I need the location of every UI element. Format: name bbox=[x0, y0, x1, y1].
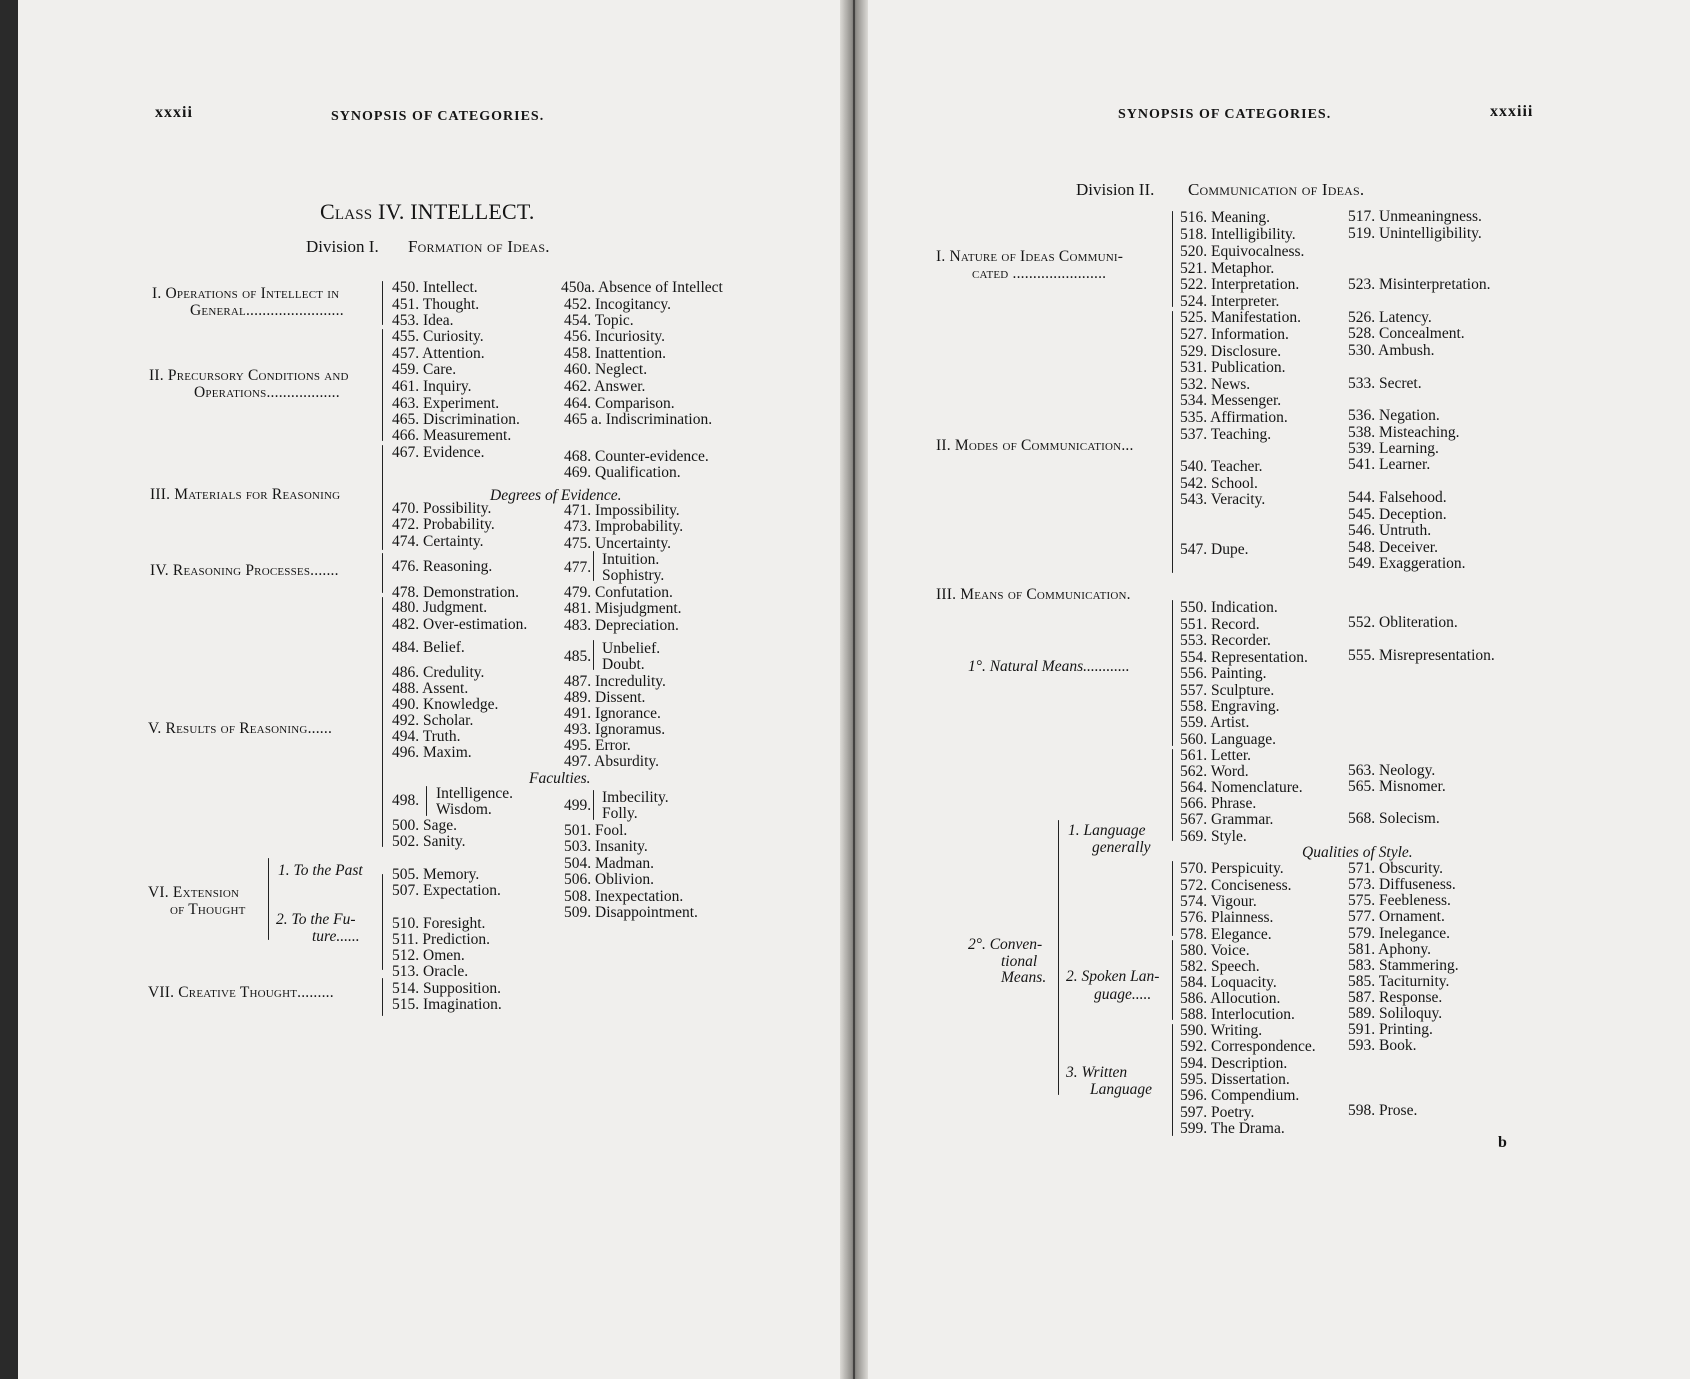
category-entry: 538. Misteaching. bbox=[1348, 424, 1460, 441]
category-entry: 531. Publication. bbox=[1180, 359, 1286, 376]
category-entry: 583. Stammering. bbox=[1348, 957, 1459, 974]
category-entry: 543. Veracity. bbox=[1180, 491, 1266, 508]
category-entry: 560. Language. bbox=[1180, 731, 1276, 748]
category-entry: 526. Latency. bbox=[1348, 309, 1432, 326]
category-entry: 484. Belief. bbox=[392, 639, 465, 656]
category-entry: 527. Information. bbox=[1180, 326, 1289, 343]
category-entry: 475. Uncertainty. bbox=[564, 535, 672, 552]
brace bbox=[593, 640, 594, 670]
category-entry: 453. Idea. bbox=[392, 312, 454, 329]
group-label: guage..... bbox=[1094, 986, 1152, 1003]
brace bbox=[1172, 600, 1173, 746]
left-page bbox=[18, 0, 840, 1379]
category-entry: 597. Poetry. bbox=[1180, 1104, 1255, 1121]
group-label: 1. To the Past bbox=[278, 862, 363, 879]
category-entry: 478. Demonstration. bbox=[392, 584, 519, 601]
brace bbox=[382, 978, 383, 1016]
running-header: SYNOPSIS OF CATEGORIES. bbox=[331, 109, 545, 124]
category-entry: 525. Manifestation. bbox=[1180, 309, 1301, 326]
group-label: 1. Language bbox=[1068, 822, 1146, 839]
category-entry: 495. Error. bbox=[564, 737, 631, 754]
category-entry: 470. Possibility. bbox=[392, 500, 492, 517]
category-entry: 548. Deceiver. bbox=[1348, 539, 1438, 556]
category-entry: Wisdom. bbox=[436, 801, 492, 818]
category-entry: 506. Oblivion. bbox=[564, 871, 654, 888]
category-entry: 471. Impossibility. bbox=[564, 502, 680, 519]
category-entry: 490. Knowledge. bbox=[392, 696, 499, 713]
book-gutter bbox=[840, 0, 868, 1379]
group-label: I. Operations of Intellect in bbox=[152, 285, 340, 302]
category-entry: 522. Interpretation. bbox=[1180, 276, 1300, 293]
category-entry: 575. Feebleness. bbox=[1348, 892, 1451, 909]
category-entry: 523. Misinterpretation. bbox=[1348, 276, 1491, 293]
category-entry: 553. Recorder. bbox=[1180, 632, 1271, 649]
category-entry: 552. Obliteration. bbox=[1348, 614, 1458, 631]
category-entry: 476. Reasoning. bbox=[392, 558, 493, 575]
brace bbox=[1172, 1024, 1173, 1136]
category-entry: Folly. bbox=[602, 805, 638, 822]
category-entry: 465. Discrimination. bbox=[392, 411, 520, 428]
category-entry: 591. Printing. bbox=[1348, 1021, 1433, 1038]
category-entry: 469. Qualification. bbox=[564, 464, 681, 481]
category-entry: 474. Certainty. bbox=[392, 533, 484, 550]
group-label: cated ....................... bbox=[972, 265, 1107, 282]
category-entry: 572. Conciseness. bbox=[1180, 877, 1292, 894]
category-entry: 576. Plainness. bbox=[1180, 909, 1274, 926]
brace bbox=[1172, 861, 1173, 936]
category-entry: 596. Compendium. bbox=[1180, 1087, 1300, 1104]
brace bbox=[593, 551, 594, 581]
group-label: VI. Extension bbox=[148, 884, 240, 901]
category-entry: 456. Incuriosity. bbox=[564, 328, 666, 345]
category-entry: 486. Credulity. bbox=[392, 664, 485, 681]
category-entry: 578. Elegance. bbox=[1180, 926, 1272, 943]
group-label: III. Materials for Reasoning bbox=[150, 486, 341, 503]
category-entry: 461. Inquiry. bbox=[392, 378, 472, 395]
category-entry: 595. Dissertation. bbox=[1180, 1071, 1290, 1088]
brace bbox=[268, 858, 269, 940]
category-entry: 460. Neglect. bbox=[564, 361, 648, 378]
category-entry: 487. Incredulity. bbox=[564, 673, 666, 690]
category-entry: 505. Memory. bbox=[392, 866, 480, 883]
category-entry: 515. Imagination. bbox=[392, 996, 502, 1013]
division-title: Formation of Ideas. bbox=[408, 237, 550, 256]
category-entry: 503. Insanity. bbox=[564, 838, 648, 855]
category-entry: 556. Painting. bbox=[1180, 665, 1267, 682]
category-entry: 489. Dissent. bbox=[564, 689, 646, 706]
category-entry: 481. Misjudgment. bbox=[564, 600, 682, 617]
category-entry: 450a. Absence of Intellect bbox=[561, 279, 723, 296]
category-entry: 537. Teaching. bbox=[1180, 426, 1272, 443]
category-entry: 599. The Drama. bbox=[1180, 1120, 1285, 1137]
category-entry: 494. Truth. bbox=[392, 728, 461, 745]
category-entry: 567. Grammar. bbox=[1180, 811, 1274, 828]
group-label: 2. To the Fu- bbox=[276, 911, 356, 928]
brace bbox=[1172, 311, 1173, 573]
right-page bbox=[868, 0, 1690, 1379]
brace bbox=[593, 790, 594, 820]
category-entry: 584. Loquacity. bbox=[1180, 974, 1277, 991]
category-entry: 551. Record. bbox=[1180, 616, 1260, 633]
category-entry: 557. Sculpture. bbox=[1180, 682, 1275, 699]
category-entry: 498. bbox=[392, 792, 420, 809]
brace bbox=[382, 445, 383, 550]
category-entry: 451. Thought. bbox=[392, 296, 480, 313]
category-entry: 496. Maxim. bbox=[392, 744, 472, 761]
category-entry: 473. Improbability. bbox=[564, 518, 684, 535]
category-entry: 581. Aphony. bbox=[1348, 941, 1431, 958]
category-entry: 513. Oracle. bbox=[392, 963, 469, 980]
category-entry: 540. Teacher. bbox=[1180, 458, 1263, 475]
category-entry: 589. Soliloquy. bbox=[1348, 1005, 1443, 1022]
category-entry: 454. Topic. bbox=[564, 312, 634, 329]
category-entry: 483. Depreciation. bbox=[564, 617, 679, 634]
category-entry: 519. Unintelligibility. bbox=[1348, 225, 1482, 242]
category-entry: 485. bbox=[564, 648, 592, 665]
category-entry: Intuition. bbox=[602, 551, 660, 568]
category-entry: 516. Meaning. bbox=[1180, 209, 1270, 226]
category-entry: 590. Writing. bbox=[1180, 1022, 1263, 1039]
category-entry: 563. Neology. bbox=[1348, 762, 1436, 779]
category-entry: Doubt. bbox=[602, 656, 645, 673]
category-entry: 530. Ambush. bbox=[1348, 342, 1435, 359]
category-entry: 480. Judgment. bbox=[392, 599, 488, 616]
category-entry: 588. Interlocution. bbox=[1180, 1006, 1295, 1023]
category-entry: 511. Prediction. bbox=[392, 931, 491, 948]
group-label: II. Precursory Conditions and bbox=[149, 367, 349, 384]
category-entry: 574. Vigour. bbox=[1180, 893, 1257, 910]
group-label: 1°. Natural Means............ bbox=[968, 658, 1130, 675]
group-label: II. Modes of Communication... bbox=[936, 437, 1134, 454]
category-entry: 547. Dupe. bbox=[1180, 541, 1249, 558]
category-entry: 510. Foresight. bbox=[392, 915, 486, 932]
category-entry: 500. Sage. bbox=[392, 817, 458, 834]
category-entry: 536. Negation. bbox=[1348, 407, 1440, 424]
category-entry: 568. Solecism. bbox=[1348, 810, 1440, 827]
category-entry: 514. Supposition. bbox=[392, 980, 501, 997]
group-label: generally bbox=[1092, 839, 1151, 856]
running-header: SYNOPSIS OF CATEGORIES. bbox=[1118, 107, 1332, 122]
category-entry: 562. Word. bbox=[1180, 763, 1249, 780]
category-entry: 492. Scholar. bbox=[392, 712, 474, 729]
brace bbox=[382, 329, 383, 441]
category-entry: 566. Phrase. bbox=[1180, 795, 1257, 812]
category-entry: 529. Disclosure. bbox=[1180, 343, 1282, 360]
category-entry: 450. Intellect. bbox=[392, 279, 478, 296]
category-entry: 570. Perspicuity. bbox=[1180, 860, 1284, 877]
category-entry: 482. Over-estimation. bbox=[392, 616, 528, 633]
category-entry: 559. Artist. bbox=[1180, 714, 1250, 731]
category-entry: 465 a. Indiscrimination. bbox=[564, 411, 713, 428]
category-entry: 565. Misnomer. bbox=[1348, 778, 1446, 795]
brace bbox=[1172, 211, 1173, 307]
category-entry: 592. Correspondence. bbox=[1180, 1038, 1316, 1055]
category-entry: 462. Answer. bbox=[564, 378, 646, 395]
category-entry: 585. Taciturnity. bbox=[1348, 973, 1450, 990]
category-entry: 467. Evidence. bbox=[392, 444, 485, 461]
category-entry: 541. Learner. bbox=[1348, 456, 1431, 473]
brace bbox=[382, 874, 383, 970]
category-entry: 582. Speech. bbox=[1180, 958, 1260, 975]
group-label: III. Means of Communication. bbox=[936, 586, 1131, 603]
category-entry: 497. Absurdity. bbox=[564, 753, 660, 770]
category-entry: 587. Response. bbox=[1348, 989, 1443, 1006]
category-entry: 521. Metaphor. bbox=[1180, 260, 1275, 277]
group-label: V. Results of Reasoning...... bbox=[148, 720, 333, 737]
category-entry: 533. Secret. bbox=[1348, 375, 1422, 392]
group-label: IV. Reasoning Processes....... bbox=[150, 562, 339, 579]
brace bbox=[1172, 749, 1173, 841]
division-prefix: Division I. bbox=[306, 237, 379, 256]
category-entry: 564. Nomenclature. bbox=[1180, 779, 1303, 796]
category-entry: 452. Incogitancy. bbox=[564, 296, 672, 313]
category-entry: 598. Prose. bbox=[1348, 1102, 1418, 1119]
group-label: Means. bbox=[1001, 969, 1047, 986]
category-entry: 499. bbox=[564, 797, 592, 814]
category-entry: 466. Measurement. bbox=[392, 427, 512, 444]
group-label: 2°. Conven- bbox=[968, 936, 1043, 953]
group-label: ture...... bbox=[312, 928, 360, 945]
category-entry: 539. Learning. bbox=[1348, 440, 1439, 457]
category-entry: 458. Inattention. bbox=[564, 345, 667, 362]
category-entry: 554. Representation. bbox=[1180, 649, 1308, 666]
group-label: of Thought bbox=[170, 901, 246, 918]
subheading: Faculties. bbox=[529, 770, 591, 787]
subheading: Degrees of Evidence. bbox=[490, 487, 622, 504]
category-entry: 555. Misrepresentation. bbox=[1348, 647, 1495, 664]
group-label: tional bbox=[1001, 953, 1038, 970]
page-number: xxxiii bbox=[1490, 103, 1534, 120]
brace bbox=[382, 553, 383, 593]
category-entry: 463. Experiment. bbox=[392, 395, 500, 412]
category-entry: 512. Omen. bbox=[392, 947, 465, 964]
category-entry: 493. Ignoramus. bbox=[564, 721, 666, 738]
category-entry: 545. Deception. bbox=[1348, 506, 1447, 523]
category-entry: 502. Sanity. bbox=[392, 833, 466, 850]
group-label: I. Nature of Ideas Communi- bbox=[936, 248, 1124, 265]
category-entry: 504. Madman. bbox=[564, 855, 654, 872]
category-entry: 488. Assent. bbox=[392, 680, 469, 697]
category-entry: 573. Diffuseness. bbox=[1348, 876, 1456, 893]
category-entry: 491. Ignorance. bbox=[564, 705, 661, 722]
category-entry: 520. Equivocalness. bbox=[1180, 243, 1305, 260]
class-title: Class IV. INTELLECT. bbox=[320, 199, 535, 224]
category-entry: 542. School. bbox=[1180, 475, 1258, 492]
category-entry: 509. Disappointment. bbox=[564, 904, 698, 921]
category-entry: 558. Engraving. bbox=[1180, 698, 1280, 715]
category-entry: Unbelief. bbox=[602, 640, 661, 657]
subheading: Qualities of Style. bbox=[1302, 844, 1413, 861]
category-entry: 594. Description. bbox=[1180, 1055, 1288, 1072]
brace bbox=[1172, 940, 1173, 1020]
category-entry: 524. Interpreter. bbox=[1180, 293, 1280, 310]
category-entry: 455. Curiosity. bbox=[392, 328, 484, 345]
signature-mark: b bbox=[1498, 1134, 1507, 1151]
category-entry: 468. Counter-evidence. bbox=[564, 448, 709, 465]
category-entry: 550. Indication. bbox=[1180, 599, 1278, 616]
category-entry: 549. Exaggeration. bbox=[1348, 555, 1466, 572]
category-entry: 532. News. bbox=[1180, 376, 1251, 393]
category-entry: 571. Obscurity. bbox=[1348, 860, 1443, 877]
category-entry: 579. Inelegance. bbox=[1348, 925, 1450, 942]
category-entry: 517. Unmeaningness. bbox=[1348, 208, 1482, 225]
group-label: Operations.................. bbox=[194, 384, 340, 401]
category-entry: 577. Ornament. bbox=[1348, 908, 1445, 925]
category-entry: 593. Book. bbox=[1348, 1037, 1417, 1054]
division-prefix: Division II. bbox=[1076, 180, 1155, 199]
category-entry: 472. Probability. bbox=[392, 516, 495, 533]
category-entry: 534. Messenger. bbox=[1180, 392, 1282, 409]
category-entry: 569. Style. bbox=[1180, 828, 1247, 845]
category-entry: 508. Inexpectation. bbox=[564, 888, 684, 905]
category-entry: 518. Intelligibility. bbox=[1180, 226, 1296, 243]
brace bbox=[1058, 820, 1059, 1095]
brace bbox=[426, 786, 427, 816]
group-label: 2. Spoken Lan- bbox=[1066, 968, 1160, 985]
category-entry: 479. Confutation. bbox=[564, 584, 673, 601]
category-entry: 580. Voice. bbox=[1180, 942, 1250, 959]
group-label: Language bbox=[1090, 1081, 1152, 1098]
category-entry: 464. Comparison. bbox=[564, 395, 675, 412]
category-entry: 507. Expectation. bbox=[392, 882, 501, 899]
brace bbox=[382, 281, 383, 325]
category-entry: 546. Untruth. bbox=[1348, 522, 1432, 539]
category-entry: 535. Affirmation. bbox=[1180, 409, 1288, 426]
category-entry: 561. Letter. bbox=[1180, 747, 1252, 764]
category-entry: Imbecility. bbox=[602, 789, 669, 806]
category-entry: 528. Concealment. bbox=[1348, 325, 1465, 342]
division-title: Communication of Ideas. bbox=[1188, 180, 1365, 199]
category-entry: 544. Falsehood. bbox=[1348, 489, 1447, 506]
category-entry: 457. Attention. bbox=[392, 345, 485, 362]
brace bbox=[382, 597, 383, 847]
page-number: xxxii bbox=[155, 104, 193, 121]
category-entry: Intelligence. bbox=[436, 785, 514, 802]
group-label: General........................ bbox=[190, 302, 344, 319]
group-label: VII. Creative Thought......... bbox=[148, 984, 334, 1001]
category-entry: 477. bbox=[564, 559, 592, 576]
category-entry: 586. Allocution. bbox=[1180, 990, 1281, 1007]
category-entry: 459. Care. bbox=[392, 361, 457, 378]
category-entry: 501. Fool. bbox=[564, 822, 628, 839]
category-entry: Sophistry. bbox=[602, 567, 665, 584]
group-label: 3. Written bbox=[1066, 1064, 1128, 1081]
